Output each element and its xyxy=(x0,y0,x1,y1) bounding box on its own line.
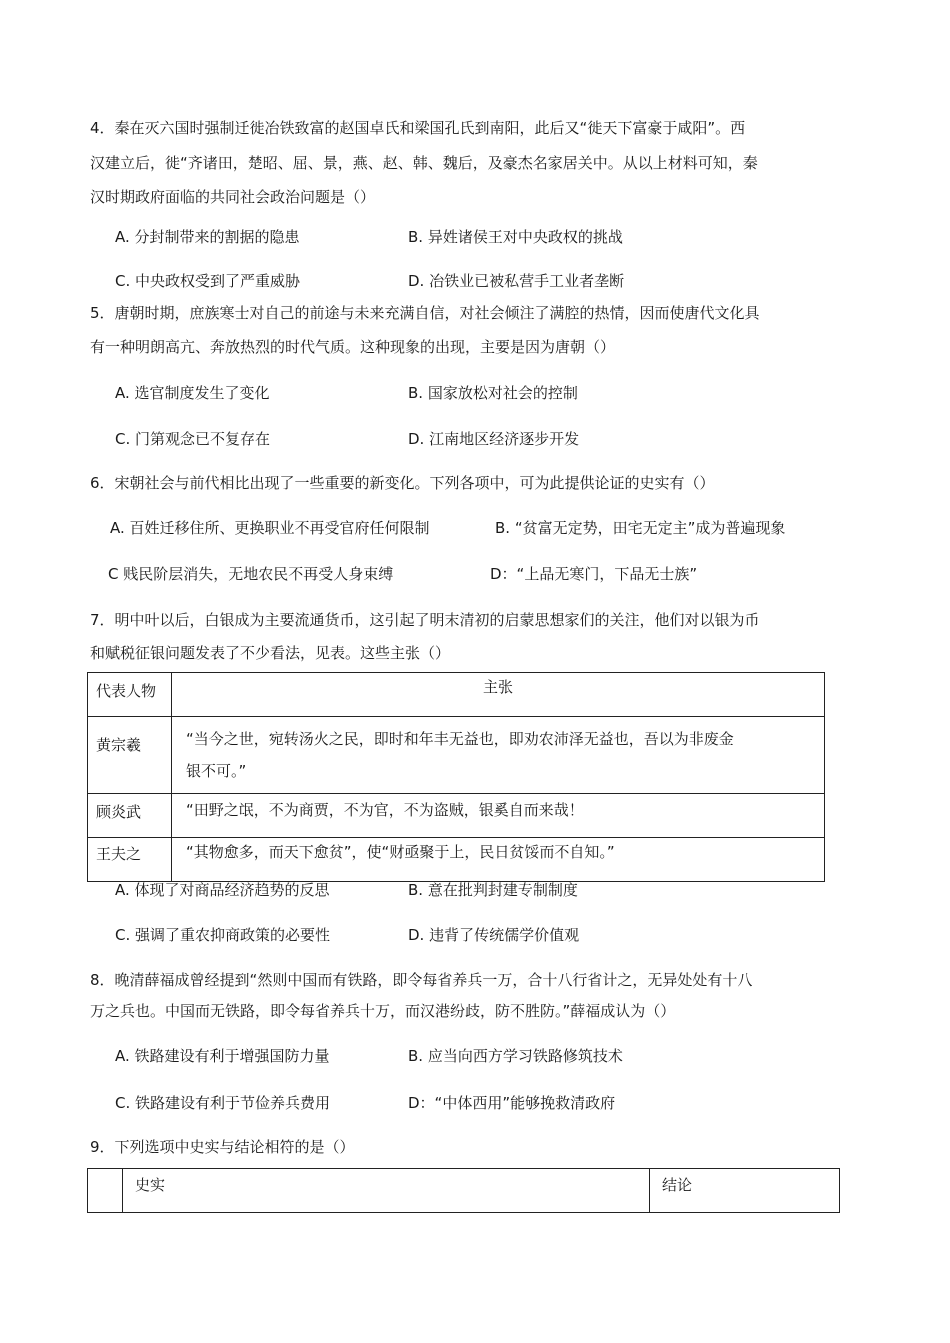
q5-line-2: 有一种明朗高亢、奔放热烈的时代气质。这种现象的出现，主要是因为唐朝（） xyxy=(90,338,616,356)
q7-table-header-claim: 主张 xyxy=(172,673,825,717)
q7-table xyxy=(87,672,825,882)
q6-line-1: 6．宋朝社会与前代相比出现了一些重要的新变化。下列各项中，可为此提供论证的史实有（） xyxy=(90,474,715,492)
q7-table-person: 顾炎武 xyxy=(88,794,172,838)
q7-line-1: 7．明中叶以后，白银成为主要流通货币，这引起了明末清初的启蒙思想家们的关注，他们对以银为币 xyxy=(90,611,760,629)
q7-option-b[interactable]: B. 意在批判封建专制制度 xyxy=(408,881,578,899)
q8-option-a[interactable]: A. 铁路建设有利于增强国防力量 xyxy=(115,1047,330,1065)
q7-table-header-person: 代表人物 xyxy=(88,673,172,717)
q9-line-1: 9．下列选项中史实与结论相符的是（） xyxy=(90,1138,355,1156)
q5-line-1: 5．唐朝时期，庶族寒士对自己的前途与未来充满自信，对社会倾注了满腔的热情，因而使唐代文化具 xyxy=(90,304,760,322)
q8-line-1: 8．晚清薛福成曾经提到“然则中国而有铁路，即令每省养兵一万，合十八行省计之，无异处处有十八 xyxy=(90,971,753,989)
q5-option-c[interactable]: C. 门第观念已不复存在 xyxy=(115,430,271,448)
q7-table-person: 王夫之 xyxy=(88,838,172,882)
q7-option-a[interactable]: A. 体现了对商品经济趋势的反思 xyxy=(115,881,330,899)
q5-option-b[interactable]: B. 国家放松对社会的控制 xyxy=(408,384,578,402)
q7-table-claim: “其物愈多，而天下愈贫”，使“财亟聚于上，民日贫馁而不自知。” xyxy=(172,838,825,882)
q7-table-claim: “田野之氓，不为商贾，不为官，不为盗贼，银奚自而来哉！ xyxy=(172,794,825,838)
q8-option-b[interactable]: B. 应当向西方学习铁路修筑技术 xyxy=(408,1047,623,1065)
q4-line-3: 汉时期政府面临的共同社会政治问题是（） xyxy=(90,188,376,206)
q4-option-b[interactable]: B. 异姓诸侯王对中央政权的挑战 xyxy=(408,228,623,246)
q7-table-claim: “当今之世，宛转汤火之民，即时和年丰无益也，即劝农沛泽无益也，吾以为非废金 银不可。” xyxy=(172,717,825,794)
q4-option-c[interactable]: C. 中央政权受到了严重威胁 xyxy=(115,272,301,290)
q6-option-d[interactable]: D：“上品无寒门，下品无士族” xyxy=(490,565,698,583)
q8-option-d[interactable]: D：“中体西用”能够挽救清政府 xyxy=(408,1094,616,1112)
q4-option-a[interactable]: A. 分封制带来的割据的隐患 xyxy=(115,228,300,246)
q8-option-c[interactable]: C. 铁路建设有利于节俭养兵费用 xyxy=(115,1094,331,1112)
q6-option-b[interactable]: B. “贫富无定势，田宅无定主”成为普遍现象 xyxy=(495,519,786,537)
q9-table xyxy=(87,1168,840,1213)
q5-option-d[interactable]: D. 江南地区经济逐步开发 xyxy=(408,430,580,448)
q6-option-a[interactable]: A. 百姓迁移住所、更换职业不再受官府任何限制 xyxy=(110,519,430,537)
q6-option-c[interactable]: C 贱民阶层消失，无地农民不再受人身束缚 xyxy=(108,565,394,583)
q4-line-1: 4．秦在灭六国时强制迁徙冶铁致富的赵国卓氏和梁国孔氏到南阳，此后又“徙天下富豪于咸阳”。西 xyxy=(90,119,746,137)
q7-line-2: 和赋税征银问题发表了不少看法，见表。这些主张（） xyxy=(90,644,451,662)
q5-option-a[interactable]: A. 选官制度发生了变化 xyxy=(115,384,270,402)
q4-line-2: 汉建立后，徙“齐诸田，楚昭、屈、景，燕、赵、韩、魏后，及豪杰名家居关中。从以上材料可知，秦 xyxy=(90,154,758,172)
q9-table-header-option xyxy=(88,1169,123,1213)
q7-option-d[interactable]: D. 违背了传统儒学价值观 xyxy=(408,926,580,944)
q8-line-2: 万之兵也。中国而无铁路，即令每省养兵十万，而汉港纷歧，防不胜防。”薛福成认为（） xyxy=(90,1002,676,1020)
q7-table-person: 黄宗羲 xyxy=(88,717,172,794)
q9-table-header-fact: 史实 xyxy=(123,1169,650,1213)
q4-option-d[interactable]: D. 冶铁业已被私营手工业者垄断 xyxy=(408,272,625,290)
q9-table-header-conclusion: 结论 xyxy=(650,1169,840,1213)
q7-option-c[interactable]: C. 强调了重农抑商政策的必要性 xyxy=(115,926,331,944)
